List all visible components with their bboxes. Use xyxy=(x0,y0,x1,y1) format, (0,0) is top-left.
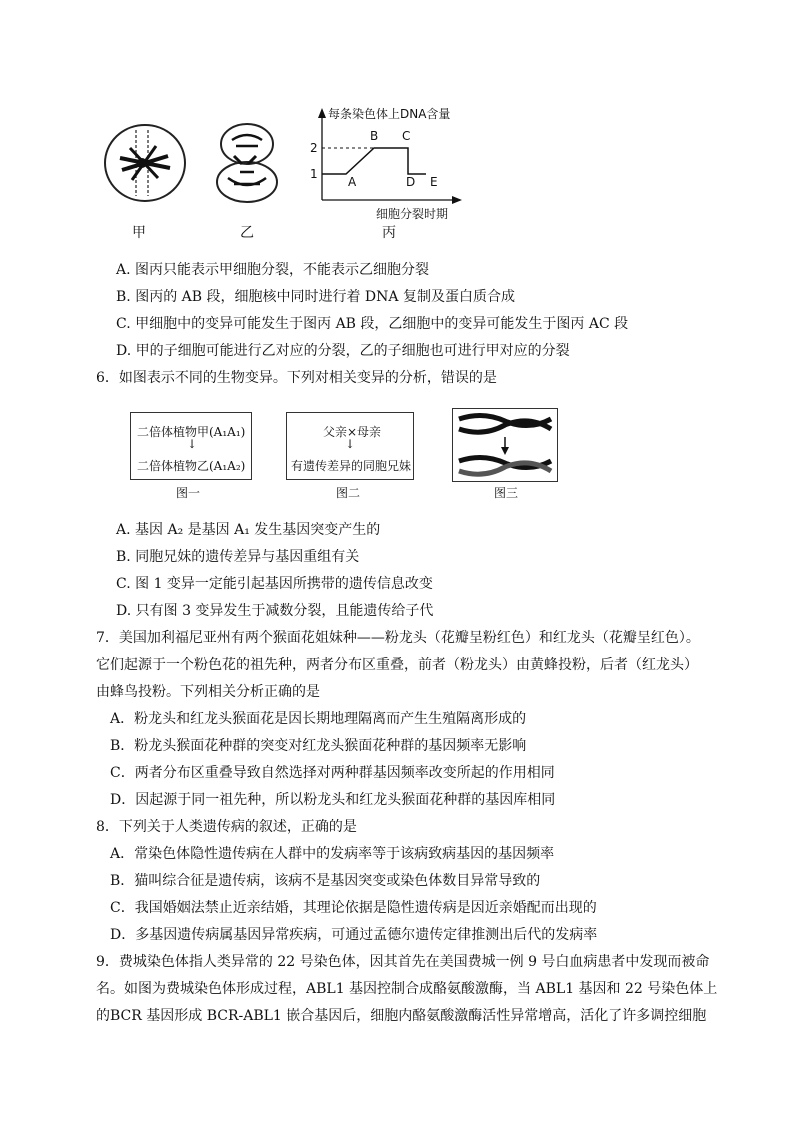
q8-option-c: C．我国婚姻法禁止近亲结婚，其理论依据是隐性遗传病是因近亲婚配而出现的 xyxy=(110,900,597,916)
q8-option-a: A．常染色体隐性遗传病在人群中的发病率等于该病致病基因的基因频率 xyxy=(110,846,555,862)
fig2-top-text: 父亲×母亲 xyxy=(323,425,382,439)
q7-option-c: C．两者分布区重叠导致自然选择对两种群基因频率改变所起的作用相同 xyxy=(110,765,555,781)
fig2-box xyxy=(286,412,414,480)
label-jia: 甲 xyxy=(132,225,146,241)
graph-y-tick-2: 2 xyxy=(310,141,318,155)
fig1-bottom-text: 二倍体植物乙(A₁A₂) xyxy=(137,459,246,473)
graph-point-a: A xyxy=(348,175,357,189)
q7-stem-line3: 由蜂鸟投粉。下列相关分析正确的是 xyxy=(96,684,320,700)
q6-option-b: B. 同胞兄妹的遗传差异与基因重组有关 xyxy=(116,549,360,565)
q7-option-d: D．因起源于同一祖先种，所以粉龙头和红龙头猴面花种群的基因库相同 xyxy=(110,792,556,808)
label-yi: 乙 xyxy=(240,225,254,241)
fig3-caption: 图三 xyxy=(494,486,519,500)
fig3-chromosomes-image xyxy=(453,409,557,481)
q9-line3: 的BCR 基因形成 BCR-ABL1 嵌合基因后，细胞内酪氨酸激酶活性异常增高，活化了许多调控细胞 xyxy=(96,1008,707,1024)
q7-option-a: A．粉龙头和红龙头猴面花是因长期地理隔离而产生生殖隔离形成的 xyxy=(110,711,527,727)
label-bing: 丙 xyxy=(382,225,396,241)
fig2-bottom-text: 有遗传差异的同胞兄妹 xyxy=(291,459,412,473)
q9-line1: 9．费城染色体指人类异常的 22 号染色体，因其首先在美国费城一例 9 号白血病患者中发现而被命 xyxy=(96,954,710,970)
q7-option-b: B．粉龙头猴面花种群的突变对红龙头猴面花种群的基因频率无影响 xyxy=(110,738,527,754)
cell-jia-image xyxy=(100,118,190,208)
graph-point-d: D xyxy=(406,175,416,189)
graph-y-tick-1: 1 xyxy=(310,167,318,181)
fig3-box xyxy=(452,408,558,482)
q7-stem-line1: 7．美国加利福尼亚州有两个猴面花姐妹种——粉龙头（花瓣呈粉红色）和红龙头（花瓣呈红色）。 xyxy=(96,630,700,646)
q8-option-d: D．多基因遗传病属基因异常疾病，可通过孟德尔遗传定律推测出后代的发病率 xyxy=(110,927,598,943)
q6-option-d: D. 只有图 3 变异发生于减数分裂，且能遗传给子代 xyxy=(116,603,434,619)
graph-y-axis-title: 每条染色体上DNA含量 xyxy=(328,107,451,121)
fig1-arrow-icon: ↓ xyxy=(187,437,198,451)
graph-x-axis-title: 细胞分裂时期 xyxy=(376,207,449,221)
q9-line2: 名。如图为费城染色体形成过程，ABL1 基因控制合成酪氨酸激酶，当 ABL1 基因和 22 号染色体上 xyxy=(96,981,718,997)
q8-stem: 8．下列关于人类遗传病的叙述，正确的是 xyxy=(96,819,357,835)
graph-point-c: C xyxy=(402,129,411,143)
q5-option-d: D. 甲的子细胞可能进行乙对应的分裂，乙的子细胞也可进行甲对应的分裂 xyxy=(116,343,570,359)
q6-option-a: A. 基因 A₂ 是基因 A₁ 发生基因突变产生的 xyxy=(116,522,381,538)
q5-option-a: A. 图丙只能表示甲细胞分裂，不能表示乙细胞分裂 xyxy=(116,262,430,278)
q7-stem-line2: 它们起源于一个粉色花的祖先种，两者分布区重叠，前者（粉龙头）由黄蜂投粉，后者（红龙头） xyxy=(96,657,698,673)
cell-yi-image xyxy=(212,122,282,204)
q6-option-c: C. 图 1 变异一定能引起基因所携带的遗传信息改变 xyxy=(116,576,433,592)
graph-point-e: E xyxy=(430,175,438,189)
q5-option-c: C. 甲细胞中的变异可能发生于图丙 AB 段，乙细胞中的变异可能发生于图丙 AC 段 xyxy=(116,316,629,332)
fig1-caption: 图一 xyxy=(176,486,201,500)
q6-stem: 6．如图表示不同的生物变异。下列对相关变异的分析，错误的是 xyxy=(96,370,497,386)
fig2-caption: 图二 xyxy=(336,486,361,500)
fig1-box xyxy=(130,412,252,480)
fig1-top-text: 二倍体植物甲(A₁A₁) xyxy=(137,425,246,439)
fig2-arrow-icon: ↓ xyxy=(345,437,356,451)
q5-option-b: B. 图丙的 AB 段，细胞核中同时进行着 DNA 复制及蛋白质合成 xyxy=(116,289,515,305)
q8-option-b: B．猫叫综合征是遗传病，该病不是基因突变或染色体数目异常导致的 xyxy=(110,873,541,889)
graph-point-b: B xyxy=(370,129,379,143)
